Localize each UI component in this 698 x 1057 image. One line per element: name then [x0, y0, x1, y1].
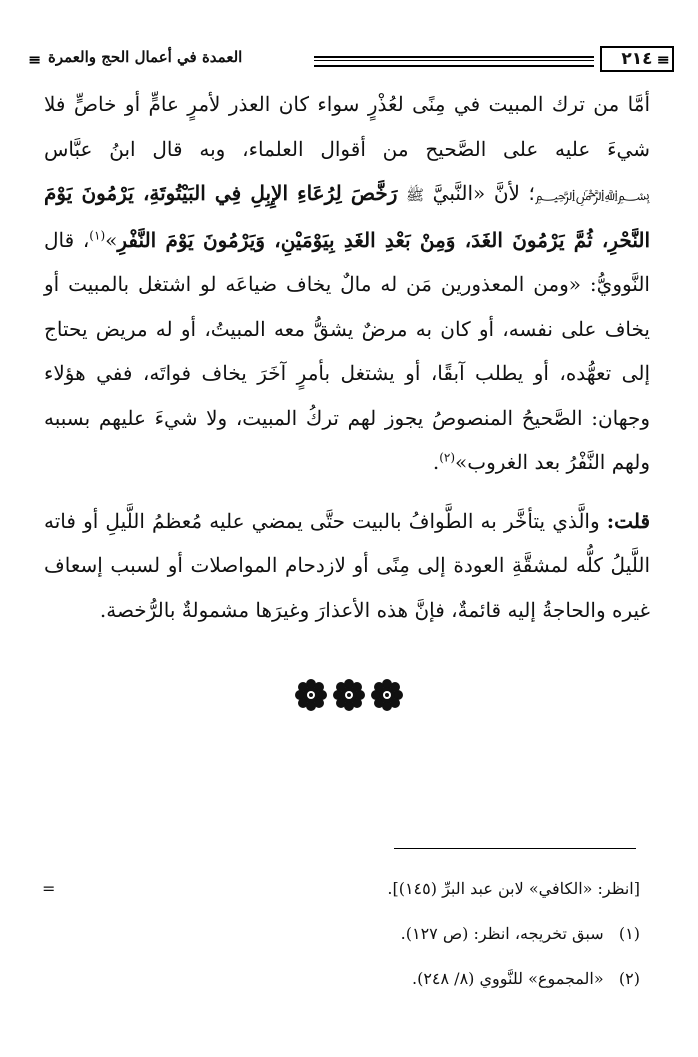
footnote-ref-2[interactable]: (٢): [439, 450, 456, 465]
page-number: ٢١٤: [600, 46, 674, 72]
honorific-salla: ﷺ: [405, 186, 425, 204]
footnote-1-text: سبق تخريجه، انظر: (ص ١٢٧).: [400, 924, 604, 943]
header-left-marker: ≡: [28, 50, 42, 69]
qult-label: قلت:: [606, 508, 650, 533]
para1-text-d: ، قال النَّوويُّ: «ومن المعذورين مَن له مالٌ يخاف ضياعَه لو اشتغل بالمبيت أو يخاف على نفسه، أو كان به مرضٌ يشقُّ معه المبيتُ، أو له مريض يحتاج إلى تعهُّده، أو يطلب آبقًا، أو يشتغل بأمرٍ آخَرَ يخاف فواتَه، ففي هؤلاء وجهان: الصَّحيحُ المنصوصُ يجوز لهم تركُ المبيت، ولا شيءَ عليهم بسببه ولهم النَّفْرُ بعد الغروب»: [44, 227, 650, 474]
rosette-icon: [370, 678, 404, 712]
para1-text-a: أمَّا من ترك المبيت في مِنًى لعُذْرٍ سواء كان العذر لأمرٍ عامٍّ أو خاصٍّ فلا شيءَ عليه على الصَّحيح من أقوال العلماء، وبه قال ابنُ عبَّاس: [44, 92, 650, 161]
continuation-marker: =: [42, 879, 56, 898]
footnote-continuation-text: [انظر: «الكافي» لابن عبد البرِّ (١٤٥)].: [387, 879, 640, 898]
footnotes: [42, 866, 640, 1001]
header-title: العمدة في أعمال الحج والعمرة: [48, 48, 243, 66]
para1-text-b: ؛ لأنَّ «النَّبيَّ: [424, 181, 535, 205]
honorific-radiallahu: ﷽: [534, 186, 650, 204]
main-text: [44, 82, 650, 632]
footnote-2: [60, 956, 640, 1001]
footnote-1-number: (١): [618, 924, 640, 943]
footnote-ref-1[interactable]: (١): [89, 227, 106, 242]
para2-text: والَّذي يتأخَّر به الطَّوافُ بالبيت حتَّى يمضي عليه مُعظمُ اللَّيلِ أو فاته اللَّيلُ كلُّه لمشقَّةِ العودة إلى مِنًى أو لازدحام المواصلات أو لسبب إسعاف غيره والحاجةُ إليه قائمةٌ، فإنَّ هذه الأعذارَ وغيرَها مشمولةٌ بالرُّخصة.: [44, 508, 650, 622]
rosette-icon: [332, 678, 366, 712]
para1-text-c: »: [105, 227, 118, 252]
para1-text-e: .: [432, 450, 440, 474]
paragraph-2: [44, 499, 650, 633]
header-right-marker: ≡: [656, 50, 670, 69]
footnote-2-text: «المجموع» للنَّووي (٨/ ٢٤٨).: [411, 969, 604, 988]
footnote-continuation: [42, 866, 640, 911]
rosette-icon: [294, 678, 328, 712]
section-ornament: [294, 678, 404, 712]
footnote-separator: [394, 848, 636, 849]
hadith-quote: رَخَّصَ لِرُعَاءِ الإِبِلِ فِي البَيْتُوتَةِ، يَرْمُونَ يَوْمَ النَّحْرِ، ثُمَّ يَرْمُونَ الغَدَ، وَمِنْ بَعْدِ الغَدِ بِيَوْمَيْنِ، وَيَرْمُونَ يَوْمَ النَّفْرِ: [44, 181, 651, 252]
running-header: [28, 44, 670, 76]
footnote-1: [60, 911, 640, 956]
paragraph-1: [44, 82, 650, 485]
footnote-2-number: (٢): [618, 969, 640, 988]
header-rule: [314, 56, 594, 67]
